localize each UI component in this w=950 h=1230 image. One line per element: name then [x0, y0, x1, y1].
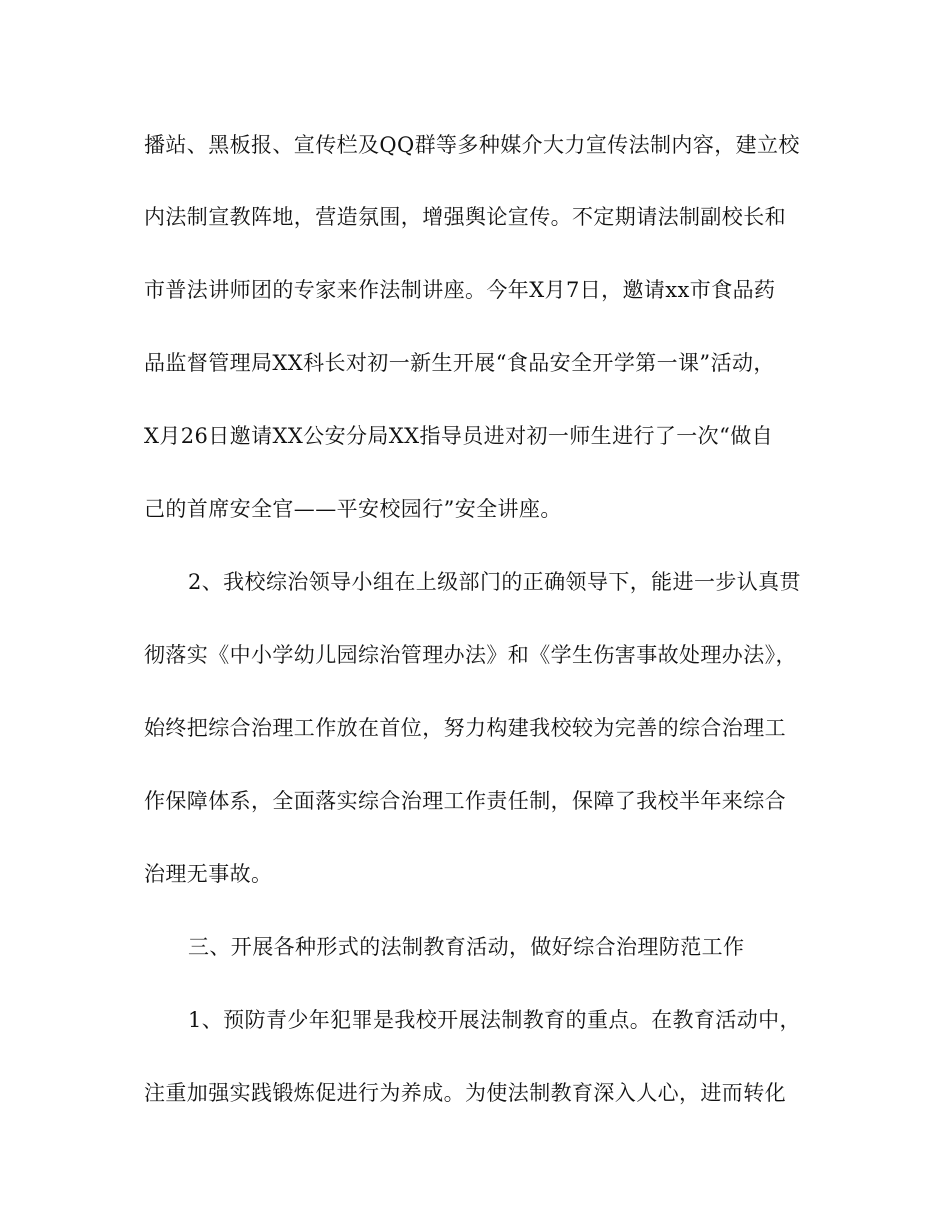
text-line: 播站、黑板报、宣传栏及QQ群等多种媒介大力宣传法制内容，建立校 — [144, 133, 800, 157]
text-line: X月26日邀请XX公安分局XX指导员进对初一师生进行了一次“做自 — [144, 424, 774, 448]
text-line: 品监督管理局XX科长对初一新生开展“食品安全开学第一课”活动， — [144, 351, 775, 375]
text-line: 市普法讲师团的专家来作法制讲座。今年X月7日，邀请xx市食品药 — [144, 278, 776, 302]
text-line: 内法制宣教阵地，营造氛围，增强舆论宣传。不定期请法制副校长和 — [144, 205, 786, 229]
text-line: 治理无事故。 — [144, 862, 273, 886]
section-heading: 三、开展各种形式的法制教育活动，做好综合治理防范工作 — [188, 935, 745, 959]
text-line: 始终把综合治理工作放在首位，努力构建我校较为完善的综合治理工 — [144, 716, 786, 740]
text-line: 注重加强实践锻炼促进行为养成。为使法制教育深入人心，进而转化 — [144, 1081, 786, 1105]
text-line: 作保障体系，全面落实综合治理工作责任制，保障了我校半年来综合 — [144, 789, 786, 813]
paragraph-start-line: 2、我校综治领导小组在上级部门的正确领导下，能进一步认真贯 — [188, 570, 801, 594]
text-line: 己的首席安全官——平安校园行”安全讲座。 — [144, 497, 562, 521]
paragraph-start-line: 1、预防青少年犯罪是我校开展法制教育的重点。在教育活动中， — [188, 1008, 801, 1032]
text-line: 彻落实《中小学幼儿园综治管理办法》和《学生伤害事故处理办法》， — [144, 643, 797, 667]
